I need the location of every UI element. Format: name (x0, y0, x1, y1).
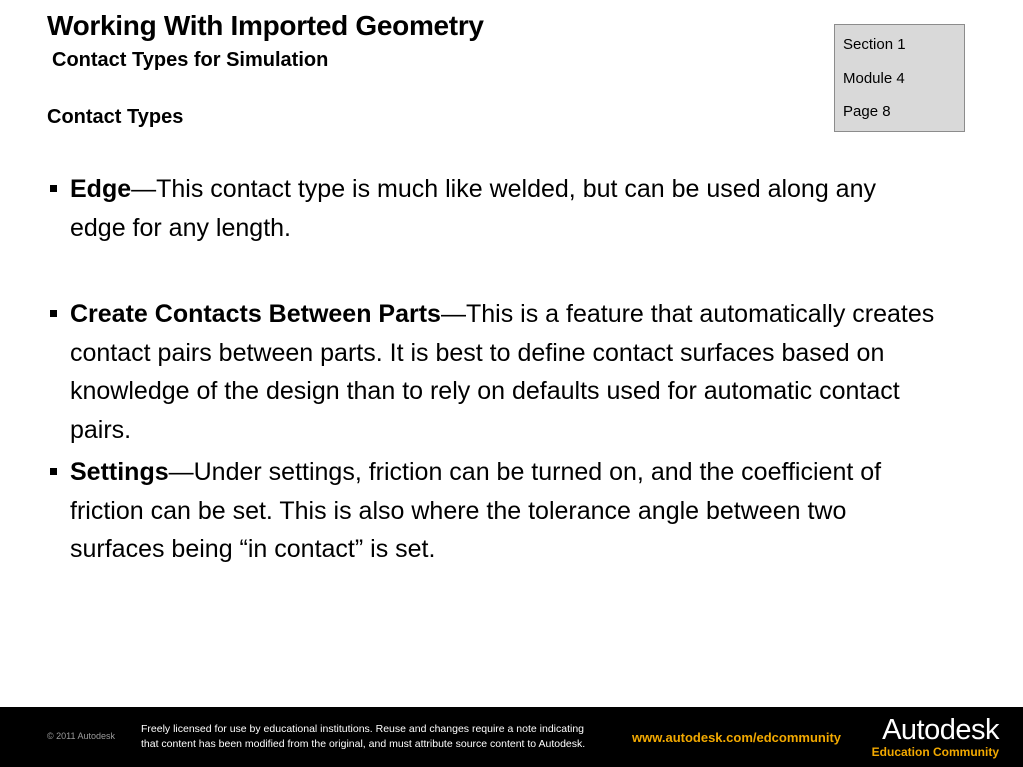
footer-bar (0, 707, 1023, 767)
bullet-item-edge (46, 170, 936, 247)
square-bullet-icon (50, 310, 57, 317)
square-bullet-icon (50, 468, 57, 475)
edcommunity-link[interactable]: www.autodesk.com/edcommunity (632, 730, 842, 745)
license-text (141, 722, 631, 752)
location-info-box (834, 24, 965, 132)
logo-tagline: Education Community (871, 745, 999, 759)
section-label: Section 1 (843, 36, 906, 53)
bullet-description: —This contact type is much like welded, but can be used along any edge for any length. (70, 175, 876, 242)
license-line-1: Freely licensed for use by educational institutions. Reuse and changes require a note indicating (141, 723, 585, 735)
module-label: Module 4 (843, 69, 905, 87)
section-heading: Contact Types (47, 106, 184, 128)
bullet-description: —This is a feature that automatically creates contact pairs between parts. It is best to define contact surfaces based on knowledge of the design than to rely on defaults used for automatic contact pairs. (70, 300, 935, 444)
bullet-item-settings (46, 453, 936, 569)
page-title: Working With Imported Geometry (47, 10, 484, 41)
square-bullet-icon (50, 185, 57, 192)
bullet-text (70, 170, 936, 247)
page-subtitle: Contact Types for Simulation (52, 49, 329, 71)
bullet-text (70, 295, 936, 449)
copyright-text: © 2011 Autodesk (47, 731, 116, 741)
license-line-2: that content has been modified from the original, and must attribute source content to Autodesk. (141, 738, 586, 750)
logo-wordmark: Autodesk (882, 714, 999, 746)
bullet-term: Settings (70, 458, 169, 486)
bullet-text (70, 453, 936, 569)
autodesk-logo (872, 715, 999, 759)
bullet-term: Edge (70, 175, 132, 203)
bullet-item-create-contacts (46, 295, 936, 449)
bullet-description: —Under settings, friction can be turned on, and the coefficient of friction can be set. This is also where the tolerance angle between two surfaces being “in contact” is set. (70, 458, 882, 563)
page-label: Page 8 (843, 103, 891, 120)
bullet-term: Create Contacts Between Parts (70, 300, 441, 328)
